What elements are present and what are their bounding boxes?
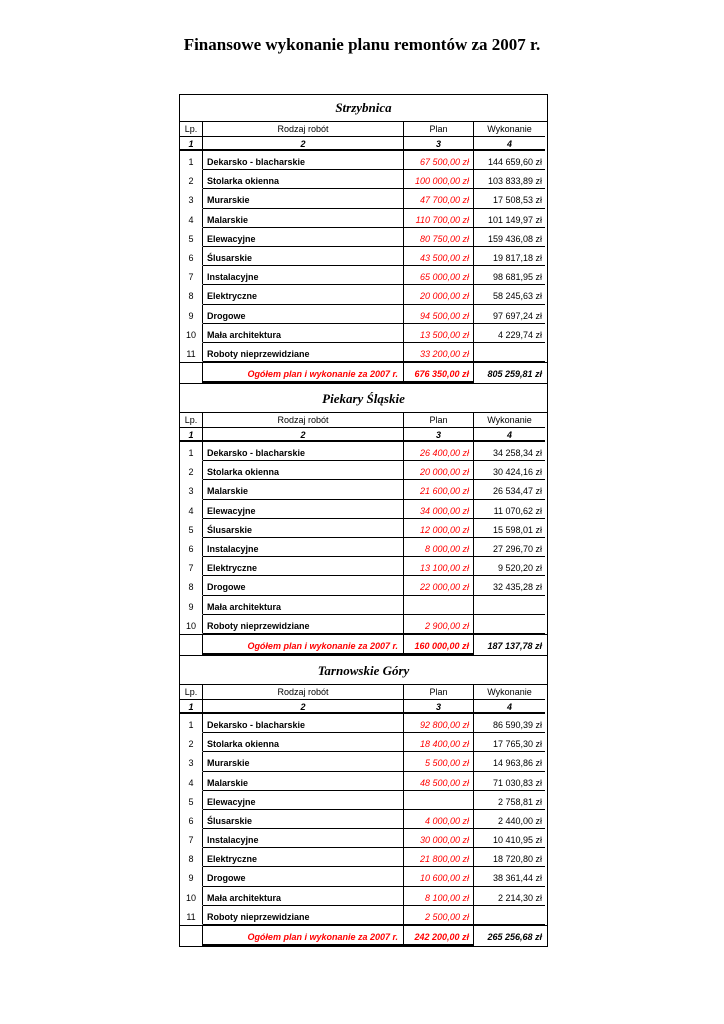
table-row	[180, 772, 547, 791]
row-lp: 11	[180, 906, 203, 925]
header-plan: Plan	[404, 122, 474, 137]
table-row	[180, 887, 547, 906]
row-wykonanie: 38 361,44 zł	[474, 867, 545, 886]
row-plan: 20 000,00 zł	[404, 285, 474, 304]
row-plan: 92 800,00 zł	[404, 714, 474, 733]
row-wykonanie: 32 435,28 zł	[474, 576, 545, 595]
total-lp	[180, 926, 203, 946]
row-plan: 21 600,00 zł	[404, 480, 474, 499]
row-name: Instalacyjne	[203, 538, 404, 557]
section-3	[180, 655, 547, 946]
row-plan: 110 700,00 zł	[404, 209, 474, 228]
header-name: Rodzaj robót	[203, 685, 404, 700]
table-row	[180, 576, 547, 595]
row-wykonanie: 15 598,01 zł	[474, 519, 545, 538]
table-row	[180, 538, 547, 557]
row-name: Mała architektura	[203, 887, 404, 906]
row-name: Stolarka okienna	[203, 733, 404, 752]
row-lp: 4	[180, 209, 203, 228]
row-name: Drogowe	[203, 576, 404, 595]
header-row	[180, 412, 547, 428]
row-plan	[404, 596, 474, 615]
row-wykonanie: 86 590,39 zł	[474, 714, 545, 733]
table-row	[180, 733, 547, 752]
column-number: 2	[203, 428, 404, 442]
row-wykonanie: 58 245,63 zł	[474, 285, 545, 304]
row-plan: 21 800,00 zł	[404, 848, 474, 867]
row-plan: 2 900,00 zł	[404, 615, 474, 634]
table-row	[180, 189, 547, 208]
row-plan: 33 200,00 zł	[404, 343, 474, 362]
table-row	[180, 228, 547, 247]
row-plan: 2 500,00 zł	[404, 906, 474, 925]
table-row	[180, 752, 547, 771]
row-wykonanie: 98 681,95 zł	[474, 266, 545, 285]
table-row	[180, 247, 547, 266]
row-lp: 6	[180, 810, 203, 829]
row-lp: 8	[180, 848, 203, 867]
row-plan: 13 100,00 zł	[404, 557, 474, 576]
row-plan: 20 000,00 zł	[404, 461, 474, 480]
column-number: 1	[180, 428, 203, 442]
total-row	[180, 362, 547, 383]
table-row	[180, 714, 547, 733]
row-lp: 3	[180, 752, 203, 771]
table-row	[180, 209, 547, 228]
section-2	[180, 383, 547, 655]
column-number-row	[180, 137, 547, 151]
row-lp: 10	[180, 615, 203, 634]
table-row	[180, 285, 547, 304]
row-plan: 48 500,00 zł	[404, 772, 474, 791]
row-name: Malarskie	[203, 209, 404, 228]
row-wykonanie: 101 149,97 zł	[474, 209, 545, 228]
row-plan: 13 500,00 zł	[404, 324, 474, 343]
section-title: Strzybnica	[335, 100, 392, 115]
total-label: Ogółem plan i wykonanie za 2007 r.	[203, 635, 404, 655]
row-lp: 4	[180, 772, 203, 791]
table-row	[180, 906, 547, 925]
row-name: Dekarsko - blacharskie	[203, 714, 404, 733]
row-wykonanie	[474, 596, 545, 615]
row-wykonanie: 2 758,81 zł	[474, 791, 545, 810]
row-plan: 100 000,00 zł	[404, 170, 474, 189]
header-lp: Lp.	[180, 413, 203, 428]
row-plan: 8 000,00 zł	[404, 538, 474, 557]
header-plan: Plan	[404, 413, 474, 428]
row-wykonanie: 97 697,24 zł	[474, 305, 545, 324]
table-row	[180, 305, 547, 324]
row-wykonanie: 159 436,08 zł	[474, 228, 545, 247]
total-lp	[180, 363, 203, 383]
column-number: 1	[180, 700, 203, 714]
row-lp: 6	[180, 538, 203, 557]
row-plan: 4 000,00 zł	[404, 810, 474, 829]
row-name: Malarskie	[203, 772, 404, 791]
row-name: Roboty nieprzewidziane	[203, 343, 404, 362]
row-lp: 4	[180, 500, 203, 519]
table-row	[180, 791, 547, 810]
table-row	[180, 170, 547, 189]
row-wykonanie: 27 296,70 zł	[474, 538, 545, 557]
row-name: Elektryczne	[203, 285, 404, 304]
row-lp: 9	[180, 596, 203, 615]
section-1	[180, 95, 547, 383]
row-wykonanie: 10 410,95 zł	[474, 829, 545, 848]
total-label: Ogółem plan i wykonanie za 2007 r.	[203, 926, 404, 946]
row-plan: 18 400,00 zł	[404, 733, 474, 752]
column-number-row	[180, 700, 547, 714]
row-name: Dekarsko - blacharskie	[203, 151, 404, 170]
row-name: Elewacyjne	[203, 228, 404, 247]
row-wykonanie: 4 229,74 zł	[474, 324, 545, 343]
row-lp: 10	[180, 887, 203, 906]
column-number-row	[180, 428, 547, 442]
row-name: Stolarka okienna	[203, 461, 404, 480]
row-lp: 11	[180, 343, 203, 362]
header-name: Rodzaj robót	[203, 122, 404, 137]
row-wykonanie: 26 534,47 zł	[474, 480, 545, 499]
row-wykonanie	[474, 906, 545, 925]
section-title: Tarnowskie Góry	[180, 655, 547, 684]
row-lp: 1	[180, 442, 203, 461]
row-wykonanie: 9 520,20 zł	[474, 557, 545, 576]
row-name: Mała architektura	[203, 596, 404, 615]
row-wykonanie: 2 214,30 zł	[474, 887, 545, 906]
row-name: Ślusarskie	[203, 247, 404, 266]
row-name: Roboty nieprzewidziane	[203, 906, 404, 925]
total-plan: 242 200,00 zł	[404, 926, 474, 946]
row-name: Roboty nieprzewidziane	[203, 615, 404, 634]
total-wykonanie: 805 259,81 zł	[487, 369, 542, 380]
row-plan: 26 400,00 zł	[404, 442, 474, 461]
row-lp: 2	[180, 170, 203, 189]
row-name: Ślusarskie	[203, 519, 404, 538]
table-row	[180, 615, 547, 634]
table-row	[180, 461, 547, 480]
column-number: 4	[474, 428, 545, 442]
row-plan: 30 000,00 zł	[404, 829, 474, 848]
row-wykonanie: 103 833,89 zł	[474, 170, 545, 189]
header-wykonanie: Wykonanie	[474, 122, 545, 137]
row-name: Drogowe	[203, 867, 404, 886]
row-name: Murarskie	[203, 752, 404, 771]
table-row	[180, 343, 547, 362]
row-wykonanie: 71 030,83 zł	[474, 772, 545, 791]
row-lp: 10	[180, 324, 203, 343]
total-label: Ogółem plan i wykonanie za 2007 r.	[203, 363, 404, 383]
header-name: Rodzaj robót	[203, 413, 404, 428]
row-lp: 1	[180, 714, 203, 733]
row-plan: 34 000,00 zł	[404, 500, 474, 519]
column-number: 2	[203, 137, 404, 151]
row-name: Mała architektura	[203, 324, 404, 343]
row-wykonanie: 17 765,30 zł	[474, 733, 545, 752]
row-wykonanie	[474, 343, 545, 362]
table-row	[180, 151, 547, 170]
row-plan: 8 100,00 zł	[404, 887, 474, 906]
row-name: Elewacyjne	[203, 791, 404, 810]
row-plan: 47 700,00 zł	[404, 189, 474, 208]
table-row	[180, 810, 547, 829]
total-plan: 160 000,00 zł	[404, 635, 474, 655]
row-lp: 2	[180, 461, 203, 480]
row-wykonanie: 19 817,18 zł	[474, 247, 545, 266]
row-wykonanie: 18 720,80 zł	[474, 848, 545, 867]
row-plan: 67 500,00 zł	[404, 151, 474, 170]
row-name: Malarskie	[203, 480, 404, 499]
row-wykonanie: 11 070,62 zł	[474, 500, 545, 519]
row-lp: 7	[180, 829, 203, 848]
row-name: Ślusarskie	[203, 810, 404, 829]
row-lp: 8	[180, 285, 203, 304]
row-lp: 5	[180, 791, 203, 810]
row-lp: 5	[180, 519, 203, 538]
total-plan: 676 350,00 zł	[404, 363, 474, 383]
table-row	[180, 519, 547, 538]
row-plan: 10 600,00 zł	[404, 867, 474, 886]
table-row	[180, 500, 547, 519]
row-name: Drogowe	[203, 305, 404, 324]
column-number: 3	[404, 428, 474, 442]
row-lp: 7	[180, 266, 203, 285]
total-wykonanie: 265 256,68 zł	[487, 932, 542, 942]
header-wykonanie: Wykonanie	[474, 685, 545, 700]
row-plan	[404, 791, 474, 810]
table-row	[180, 557, 547, 576]
row-lp: 6	[180, 247, 203, 266]
remont-table	[179, 94, 548, 947]
total-row	[180, 925, 547, 946]
row-name: Instalacyjne	[203, 266, 404, 285]
header-row	[180, 684, 547, 700]
row-lp: 7	[180, 557, 203, 576]
page-title: Finansowe wykonanie planu remontów za 2007 r.	[183, 35, 541, 54]
table-row	[180, 848, 547, 867]
column-number: 3	[404, 137, 474, 151]
row-plan: 65 000,00 zł	[404, 266, 474, 285]
table-row	[180, 324, 547, 343]
table-row	[180, 442, 547, 461]
table-row	[180, 829, 547, 848]
row-lp: 1	[180, 151, 203, 170]
row-wykonanie: 30 424,16 zł	[474, 461, 545, 480]
row-lp: 3	[180, 480, 203, 499]
row-wykonanie: 144 659,60 zł	[474, 151, 545, 170]
table-row	[180, 480, 547, 499]
column-number: 4	[474, 137, 545, 151]
total-lp	[180, 635, 203, 655]
row-lp: 3	[180, 189, 203, 208]
header-wykonanie: Wykonanie	[474, 413, 545, 428]
row-wykonanie: 14 963,86 zł	[474, 752, 545, 771]
row-wykonanie	[474, 615, 545, 634]
row-plan: 43 500,00 zł	[404, 247, 474, 266]
total-wykonanie: 187 137,78 zł	[487, 640, 542, 651]
row-plan: 12 000,00 zł	[404, 519, 474, 538]
table-row	[180, 266, 547, 285]
column-number: 1	[180, 137, 203, 151]
row-lp: 8	[180, 576, 203, 595]
row-plan: 22 000,00 zł	[404, 576, 474, 595]
row-lp: 2	[180, 733, 203, 752]
section-title: Piekary Śląskie	[180, 383, 547, 412]
row-name: Elektryczne	[203, 848, 404, 867]
row-lp: 9	[180, 305, 203, 324]
row-wykonanie: 2 440,00 zł	[474, 810, 545, 829]
total-row	[180, 634, 547, 655]
row-wykonanie: 34 258,34 zł	[474, 442, 545, 461]
table-row	[180, 596, 547, 615]
row-lp: 9	[180, 867, 203, 886]
row-plan: 94 500,00 zł	[404, 305, 474, 324]
row-name: Instalacyjne	[203, 829, 404, 848]
row-name: Elektryczne	[203, 557, 404, 576]
column-number: 3	[404, 700, 474, 714]
column-number: 2	[203, 700, 404, 714]
header-lp: Lp.	[180, 122, 203, 137]
table-row	[180, 867, 547, 886]
row-wykonanie: 17 508,53 zł	[474, 189, 545, 208]
row-name: Stolarka okienna	[203, 170, 404, 189]
header-plan: Plan	[404, 685, 474, 700]
header-row	[180, 121, 547, 137]
row-plan: 80 750,00 zł	[404, 228, 474, 247]
row-name: Elewacyjne	[203, 500, 404, 519]
column-number: 4	[474, 700, 545, 714]
row-name: Murarskie	[203, 189, 404, 208]
row-plan: 5 500,00 zł	[404, 752, 474, 771]
row-name: Dekarsko - blacharskie	[203, 442, 404, 461]
header-lp: Lp.	[180, 685, 203, 700]
row-lp: 5	[180, 228, 203, 247]
